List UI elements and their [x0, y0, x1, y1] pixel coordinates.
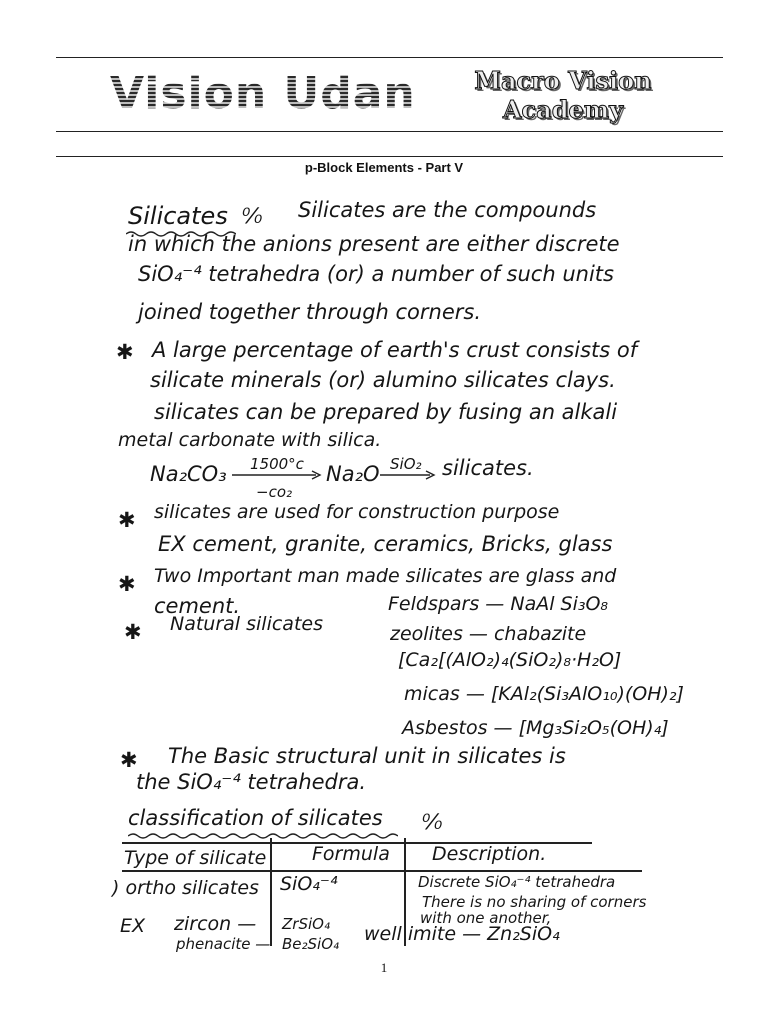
- natural-silicate-asbestos: Asbestos — [Mg₃Si₂O₅(OH)₄]: [402, 717, 669, 739]
- natural-silicate-zeolites: zeolites — chabazite: [390, 623, 587, 645]
- bullet-1-line-4: metal carbonate with silica.: [118, 429, 382, 451]
- row-1-type: ) ortho silicates: [112, 877, 259, 899]
- brand-right-line1: Macro Vision: [474, 66, 652, 95]
- reaction-arrow-1: [232, 470, 322, 480]
- bullet-2-line-1: silicates are used for construction purpose: [154, 501, 560, 523]
- header-banner: [88, 60, 724, 130]
- bullet-star-1: ✱: [116, 340, 134, 364]
- bullet-3-line-1: Two Important man made silicates are glass and: [154, 565, 617, 587]
- row-1-description-1: Discrete SiO₄⁻⁴ tetrahedra: [418, 873, 616, 891]
- example-label: EX: [120, 915, 146, 937]
- equation-intermediate: Na₂O: [326, 462, 380, 486]
- table-header-description: Description.: [432, 843, 547, 865]
- natural-silicate-micas: micas — [KAl₂(Si₃AlO₁₀)(OH)₂]: [404, 683, 684, 705]
- reaction-arrow-2: [380, 470, 436, 480]
- classification-colon: ⁰⁄₀: [422, 810, 443, 834]
- classification-underline: [128, 832, 398, 840]
- definition-line-4: joined together through corners.: [138, 300, 482, 324]
- table-header-type: Type of silicate: [124, 847, 267, 869]
- bullet-1-line-3: silicates can be prepared by fusing an alkali: [154, 400, 618, 424]
- equation-condition-top: 1500°c: [250, 455, 304, 473]
- definition-line-1: Silicates are the compounds: [298, 198, 597, 222]
- row-1-formula: SiO₄⁻⁴: [280, 873, 338, 895]
- bullet-star-2: ✱: [118, 508, 136, 532]
- header-rule-bottom: [56, 156, 723, 157]
- brand-macro-vision-academy: [458, 66, 668, 124]
- equation-reactant: Na₂CO₃: [150, 462, 227, 486]
- bullet-5-line-2: the SiO₄⁻⁴ tetrahedra.: [136, 770, 367, 794]
- bullet-5-line-1: The Basic structural unit in silicates is: [168, 744, 566, 768]
- row-1-description-2: There is no sharing of corners: [422, 893, 647, 911]
- definition-line-2: in which the anions present are either discrete: [128, 232, 620, 256]
- equation-condition-bottom: −co₂: [256, 483, 293, 501]
- example-2-formula: Be₂SiO₄: [282, 935, 340, 953]
- bullet-star-3: ✱: [118, 572, 136, 596]
- equation-reagent: SiO₂: [390, 455, 422, 473]
- table-header-formula: Formula: [312, 843, 390, 865]
- equation-product: silicates.: [442, 456, 534, 480]
- natural-silicate-chabazite: [Ca₂[(AlO₂)₄(SiO₂)₈·H₂O]: [398, 649, 622, 671]
- classification-heading: classification of silicates: [128, 806, 383, 830]
- example-2-name: phenacite —: [176, 935, 271, 953]
- definition-colon: ⁰⁄₀: [242, 204, 263, 228]
- bullet-3-line-2: cement.: [154, 594, 241, 618]
- document-title: p-Block Elements - Part V: [304, 160, 464, 175]
- natural-silicate-feldspars: Feldspars — NaAl Si₃O₈: [388, 593, 609, 615]
- header-rule-top: [56, 57, 723, 58]
- definition-heading: Silicates: [128, 202, 228, 230]
- bullet-2-line-2: EX cement, granite, ceramics, Bricks, glass: [158, 532, 613, 556]
- brand-right-line2: Academy: [502, 95, 624, 124]
- definition-line-3: SiO₄⁻⁴ tetrahedra (or) a number of such units: [138, 262, 614, 286]
- brand-vision-udan: Vision Udan: [110, 68, 416, 119]
- example-1-name: zircon —: [174, 913, 257, 935]
- page-number: 1: [380, 960, 388, 975]
- header-rule-middle: [56, 131, 723, 132]
- bullet-1-line-2: silicate minerals (or) alumino silicates clays.: [150, 368, 616, 392]
- example-3: well imite — Zn₂SiO₄: [364, 923, 560, 945]
- table-column-divider-1: [270, 838, 272, 946]
- row-1-description-3: with one another,: [420, 909, 552, 927]
- example-1-formula: ZrSiO₄: [282, 915, 330, 933]
- bullet-1-line-1: A large percentage of earth's crust consists of: [152, 338, 638, 362]
- natural-silicates-label: Natural silicates: [170, 613, 323, 635]
- bullet-star-4: ✱: [124, 620, 142, 644]
- bullet-star-5: ✱: [120, 748, 138, 772]
